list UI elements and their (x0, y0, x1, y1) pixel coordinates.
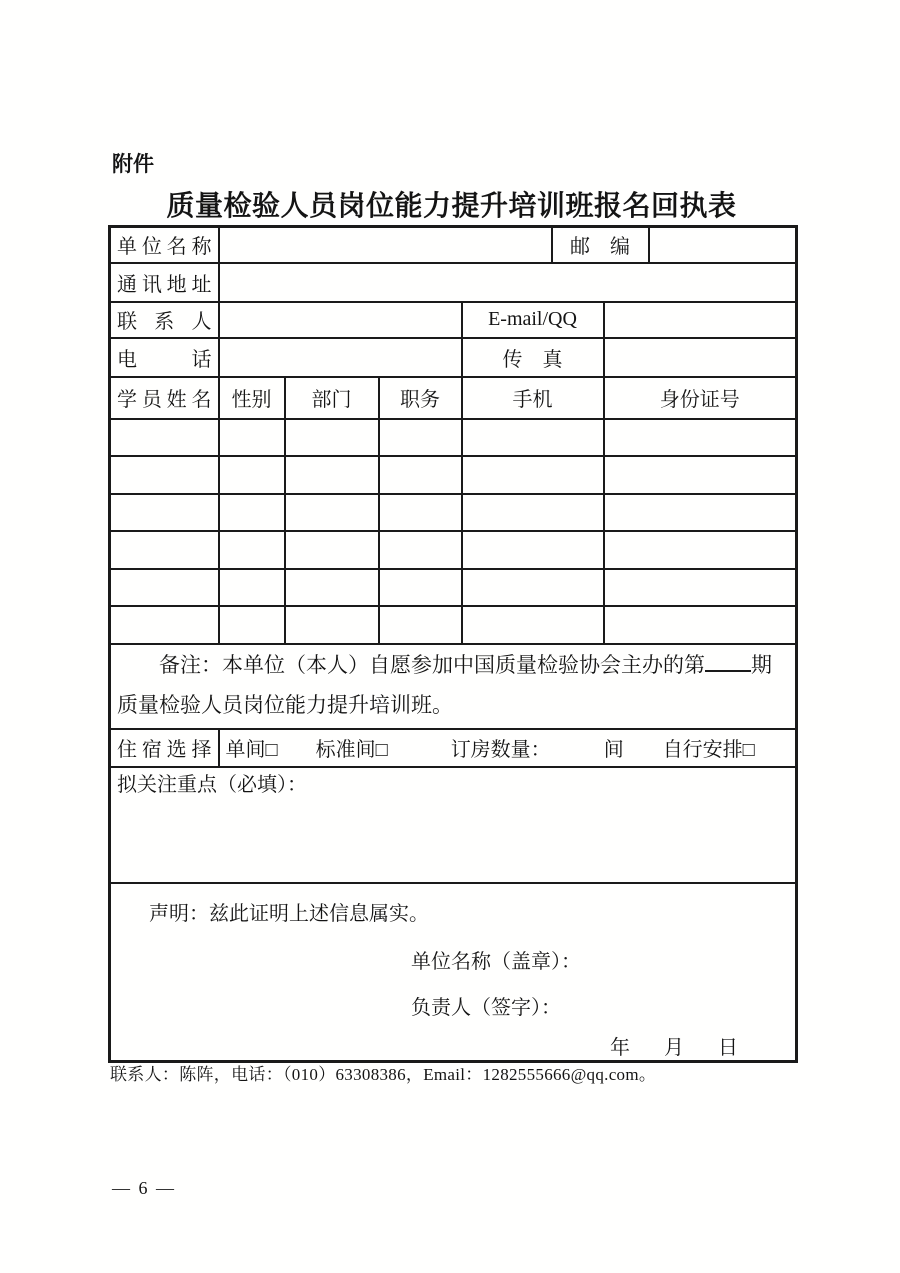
declaration-cell (110, 883, 797, 1062)
position-cell (379, 606, 462, 644)
page-number: — 6 — (112, 1178, 176, 1198)
postal-code-label: 邮 编 (552, 227, 649, 263)
address-field (219, 263, 797, 302)
page-title: 质量检验人员岗位能力提升培训班报名回执表 (166, 190, 737, 221)
student-name-cell (110, 531, 219, 569)
mobile-cell (462, 456, 604, 494)
student-name-cell (110, 569, 219, 607)
student-row (110, 569, 797, 607)
department-cell (285, 531, 379, 569)
student-row (110, 419, 797, 457)
postal-code-field (649, 227, 797, 263)
student-table-header (110, 377, 797, 419)
student-name-cell (110, 606, 219, 644)
header-mobile: 手机 (462, 377, 604, 419)
address-label: 通讯地址 (110, 263, 219, 302)
blank-underline (705, 649, 751, 672)
header-position: 职务 (379, 377, 462, 419)
id-number-cell (604, 569, 797, 607)
date-line: 年 月 日 (610, 1036, 745, 1059)
mobile-cell (462, 606, 604, 644)
responsible-sign-label: 负责人（签字）： (411, 996, 561, 1019)
department-cell (285, 606, 379, 644)
focus-field (110, 767, 797, 883)
option-self-arrange-checkbox: 自行安排□ (662, 739, 755, 761)
mobile-cell (462, 531, 604, 569)
room-quantity-label: 订房数量： (450, 739, 551, 761)
row-address (110, 263, 797, 302)
header-id-number: 身份证号 (604, 377, 797, 419)
header-gender: 性别 (219, 377, 285, 419)
id-number-cell (604, 419, 797, 457)
fax-label: 传 真 (462, 338, 604, 377)
unit-seal-label: 单位名称（盖章）： (411, 950, 581, 973)
focus-label: 拟关注重点（必填）： (117, 773, 307, 796)
student-row (110, 494, 797, 532)
student-row (110, 531, 797, 569)
id-number-cell (604, 531, 797, 569)
declaration-statement: 声明：兹此证明上述信息属实。 (149, 902, 429, 925)
attachment-label: 附件 (112, 153, 154, 176)
room-quantity-unit: 间 (603, 739, 624, 761)
position-cell (379, 531, 462, 569)
contact-person-label: 联系人 (110, 302, 219, 338)
accommodation-label: 住宿选择 (110, 729, 219, 767)
gender-cell (219, 606, 285, 644)
mobile-cell (462, 419, 604, 457)
row-unit-name (110, 227, 797, 263)
header-student-name: 学员姓名 (110, 377, 219, 419)
accommodation-options (219, 729, 797, 767)
phone-field (219, 338, 462, 377)
department-cell (285, 456, 379, 494)
gender-cell (219, 419, 285, 457)
department-cell (285, 569, 379, 607)
unit-name-field (219, 227, 552, 263)
gender-cell (219, 456, 285, 494)
option-standard-room-checkbox: 标准间□ (315, 739, 388, 761)
id-number-cell (604, 494, 797, 532)
row-focus (110, 767, 797, 883)
unit-name-label: 单位名称 (110, 227, 219, 263)
department-cell (285, 419, 379, 457)
row-declaration (110, 883, 797, 1062)
phone-label: 电话 (110, 338, 219, 377)
registration-form-table (108, 225, 798, 1063)
email-qq-field (604, 302, 797, 338)
footer-contact-info: 联系人：陈阵，电话：（010）63308386，Email：1282555666@qq.com。 (110, 1065, 657, 1084)
student-name-cell (110, 419, 219, 457)
position-cell (379, 494, 462, 532)
contact-person-field (219, 302, 462, 338)
header-department: 部门 (285, 377, 379, 419)
gender-cell (219, 569, 285, 607)
mobile-cell (462, 494, 604, 532)
row-remark (110, 644, 797, 729)
email-qq-label: E-mail/QQ (462, 302, 604, 338)
gender-cell (219, 494, 285, 532)
remark-text: 备注：本单位（本人）自愿参加中国质量检验协会主办的第 期质量检验人员岗位能力提升培训班。 (117, 645, 789, 725)
fax-field (604, 338, 797, 377)
gender-cell (219, 531, 285, 569)
department-cell (285, 494, 379, 532)
student-name-cell (110, 456, 219, 494)
row-contact-person (110, 302, 797, 338)
mobile-cell (462, 569, 604, 607)
position-cell (379, 419, 462, 457)
student-row (110, 456, 797, 494)
row-accommodation (110, 729, 797, 767)
student-row (110, 606, 797, 644)
position-cell (379, 569, 462, 607)
row-phone (110, 338, 797, 377)
id-number-cell (604, 606, 797, 644)
remark-cell (110, 644, 797, 729)
student-name-cell (110, 494, 219, 532)
option-single-room-checkbox: 单间□ (225, 739, 278, 761)
id-number-cell (604, 456, 797, 494)
position-cell (379, 456, 462, 494)
